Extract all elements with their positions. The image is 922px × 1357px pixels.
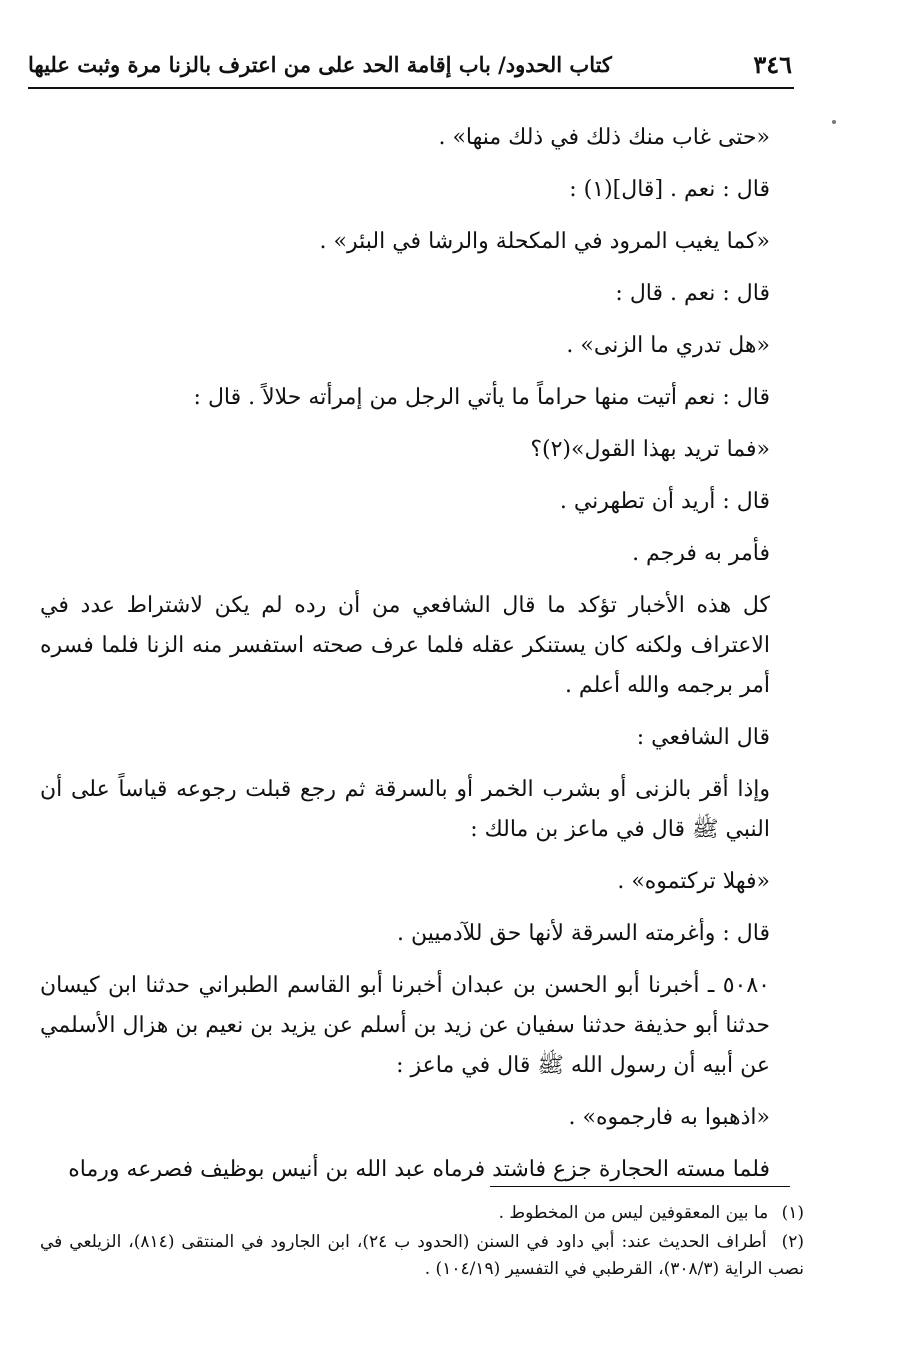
scan-speck — [832, 120, 836, 124]
dialogue-line: قال : وأغرمته السرقة لأنها حق للآدميين . — [397, 921, 770, 946]
footnote-number: (١) — [781, 1203, 804, 1223]
running-title: كتاب الحدود/ باب إقامة الحد على من اعترف بالزنا مرة وثبت عليها — [28, 52, 612, 77]
header-rule — [28, 87, 794, 89]
section-heading: قال الشافعي : — [636, 725, 770, 750]
dialogue-line: قال : نعم . [قال](١) : — [569, 177, 770, 202]
page-header — [28, 50, 794, 90]
footnote-text: ما بين المعقوفين ليس من المخطوط . — [498, 1203, 769, 1223]
narrative-line: فلما مسته الحجارة جزع فاشتد فرماه عبد الله بن أنيس بوظيف فصرعه ورماه — [68, 1157, 770, 1182]
commentary-paragraph: وإذا أقر بالزنى أو بشرب الخمر أو بالسرقة ثم رجع قبلت رجوعه قياساً على أن النبي ﷺ قال في ماعز بن مالك : — [40, 777, 770, 842]
quote-line: «حتى غاب منك ذلك في ذلك منها» . — [438, 125, 770, 150]
footnote — [40, 1200, 804, 1227]
quote-line: «فما تريد بهذا القول»(٢)؟ — [530, 437, 770, 462]
quote-line: «كما يغيب المرود في المكحلة والرشا في البئر» . — [319, 229, 770, 254]
footnote — [40, 1229, 804, 1283]
dialogue-line: قال : أريد أن تطهرني . — [559, 489, 770, 514]
quote-line: «هل تدري ما الزنى» . — [566, 333, 770, 358]
footnote-separator — [490, 1186, 790, 1187]
quote-line: «فهلا تركتموه» . — [617, 869, 770, 894]
page-number: ٣٤٦ — [753, 50, 792, 79]
footnotes — [40, 1200, 804, 1285]
dialogue-line: قال : نعم أتيت منها حراماً ما يأتي الرجل من إمرأته حلالاً . قال : — [193, 385, 770, 410]
narrative-line: فأمر به فرجم . — [632, 541, 770, 566]
main-text — [40, 118, 804, 1202]
quote-line: «اذهبوا به فارجموه» . — [568, 1105, 770, 1130]
hadith-paragraph: ٥٠٨٠ ـ أخبرنا أبو الحسن بن عبدان أخبرنا أبو القاسم الطبراني حدثنا ابن كيسان حدثنا أبو حذيفة حدثنا سفيان عن زيد بن أسلم عن يزيد بن نعيم بن هزال الأسلمي عن أبيه أن رسول الله ﷺ قال في ماعز : — [40, 973, 770, 1078]
footnote-text: أطراف الحديث عند: أبي داود في السنن (الحدود ب ٢٤)، ابن الجارود في المنتقى (٨١٤)، الزيلعي في نصب الراية (٣٠٨/٣)، القرطبي في التفسير (١٠٤/١٩) . — [40, 1232, 804, 1279]
dialogue-line: قال : نعم . قال : — [615, 281, 770, 306]
footnote-number: (٢) — [781, 1232, 804, 1252]
commentary-paragraph: كل هذه الأخبار تؤكد ما قال الشافعي من أن رده لم يكن لاشتراط عدد في الاعتراف ولكنه كان يستنكر عقله فلما عرف صحته استفسر منه الزنا فلما فسره أمر برجمه والله أعلم . — [40, 593, 770, 698]
